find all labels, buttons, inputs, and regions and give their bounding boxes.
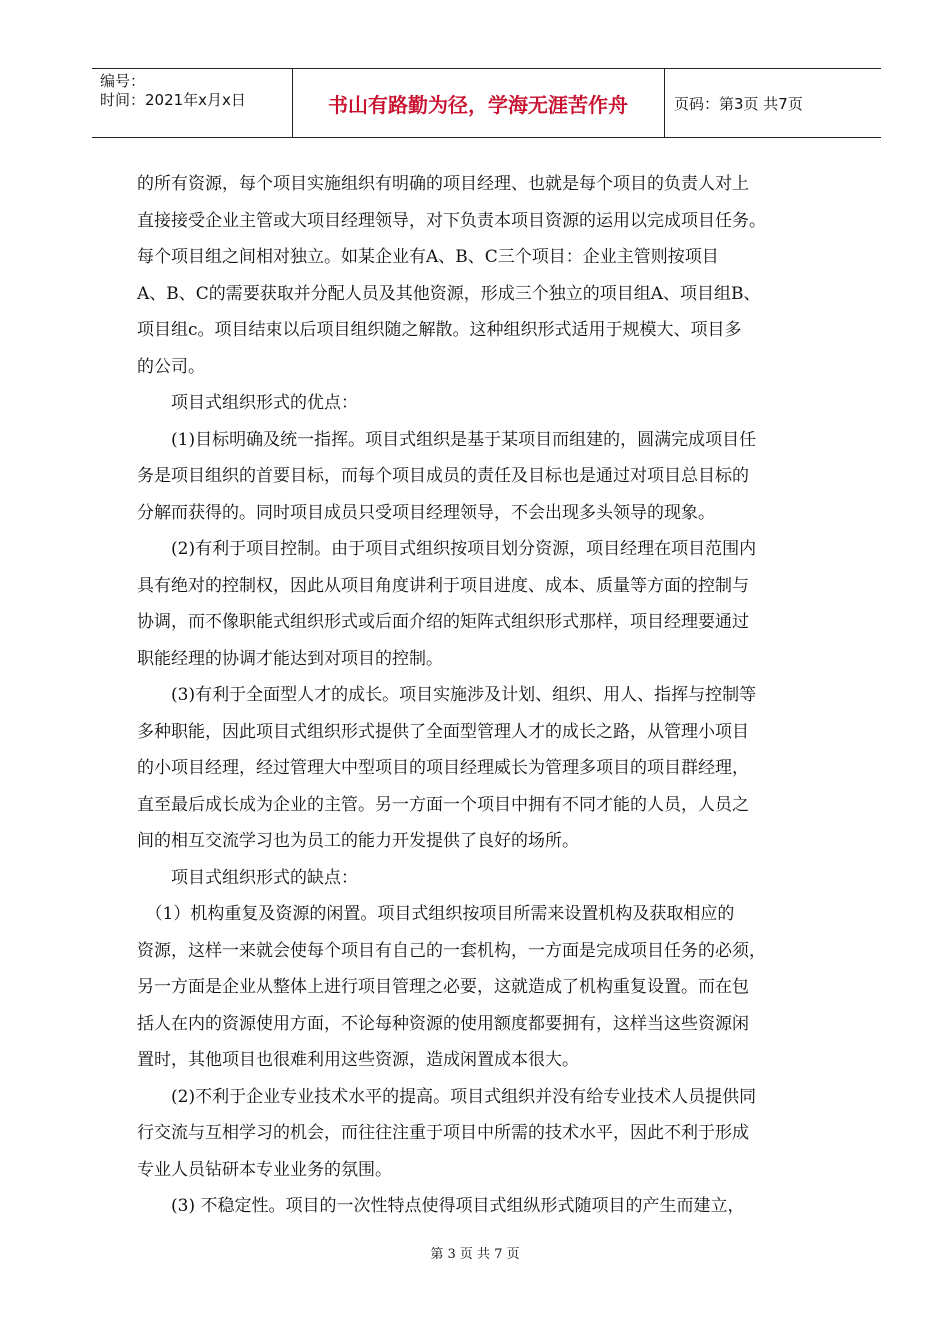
- text-line: 直接接受企业主管或大项目经理领导，对下负责本项目资源的运用以完成项目任务。: [137, 210, 766, 231]
- text-line: 职能经理的协调才能达到对项目的控制。: [137, 648, 443, 669]
- text-line: 置时，其他项目也很难利用这些资源，造成闲置成本很大。: [137, 1050, 579, 1070]
- text-line: (3) 不稳定性。项目的一次性特点使得项目式组纵形式随项目的产生而建立，: [137, 1196, 745, 1216]
- text-line: 协调，而不像职能式组织形式或后面介绍的矩阵式组织形式那样，项目经理要通过: [137, 612, 749, 632]
- text-line: (3)有利于全面型人才的成长。项目实施涉及计划、组织、用人、指挥与控制等: [137, 685, 757, 705]
- text-line: 的所有资源，每个项目实施组织有明确的项目经理、也就是每个项目的负责人对上: [137, 174, 749, 194]
- header-page-cell: [664, 69, 881, 137]
- text-line: (2)有利于项目控制。由于项目式组织按项目划分资源，项目经理在项目范围内: [137, 539, 757, 559]
- text-line: 的公司。: [137, 356, 205, 377]
- document-time-label: 时间：2021年x月x日: [100, 91, 246, 109]
- text-line: 项目式组织形式的缺点：: [137, 867, 358, 888]
- text-line: 务是项目组织的首要目标，而每个项目成员的责任及目标也是通过对项目总目标的: [137, 466, 749, 486]
- text-line: 项目式组织形式的优点：: [137, 393, 358, 413]
- text-line: 每个项目组之间相对独立。如某企业有A、B、C三个项目：企业主管则按项目: [137, 247, 719, 267]
- text-line: （1）机构重复及资源的闲置。项目式组织按项目所需来设置机构及获取相应的: [137, 904, 735, 924]
- text-line: (2)不利于企业专业技术水平的提高。项目式组织并没有给专业技术人员提供同: [137, 1086, 757, 1107]
- body-text: [137, 166, 837, 1225]
- text-line: A、B、C的需要获取并分配人员及其他资源，形成三个独立的项目组A、项目组B、: [137, 283, 761, 304]
- text-line: (1)目标明确及统一指挥。项目式组织是基于某项目而组建的，圆满完成项目任: [137, 429, 757, 450]
- header-page-info: 页码：第3页 共7页: [674, 95, 803, 113]
- text-line: 多种职能，因此项目式组织形式提供了全面型管理人才的成长之路，从管理小项目: [137, 721, 749, 742]
- text-line: 另一方面是企业从整体上进行项目管理之必要，这就造成了机构重复设置。而在包: [137, 977, 749, 997]
- page-header: [92, 68, 881, 138]
- header-meta-cell: [92, 69, 293, 137]
- text-line: 具有绝对的控制权，因此从项目角度讲利于项目进度、成本、质量等方面的控制与: [137, 575, 749, 596]
- header-motto-cell: [292, 69, 665, 137]
- text-line: 行交流与互相学习的机会，而往往注重于项目中所需的技术水平，因此不利于形成: [137, 1123, 749, 1143]
- text-line: 间的相互交流学习也为员工的能力开发提供了良好的场所。: [137, 831, 579, 851]
- text-line: 括人在内的资源使用方面，不论每种资源的使用额度都要拥有，这样当这些资源闲: [137, 1013, 749, 1034]
- text-line: 资源，这样一来就会使每个项目有自己的一套机构，一方面是完成项目任务的必须，: [137, 940, 766, 961]
- document-number-label: 编号：: [100, 72, 146, 90]
- text-line: 分解而获得的。同时项目成员只受项目经理领导，不会出现多头领导的现象。: [137, 502, 715, 523]
- text-line: 项目组c。项目结束以后项目组织随之解散。这种组织形式适用于规模大、项目多: [137, 320, 742, 340]
- text-line: 的小项目经理，经过管理大中型项目的项目经理威长为管理多项目的项目群经理，: [137, 758, 749, 778]
- text-line: 直至最后成长成为企业的主管。另一方面一个项目中拥有不同才能的人员，人员之: [137, 794, 749, 815]
- text-line: 专业人员钻研本专业业务的氛围。: [137, 1159, 392, 1180]
- page-footer: 第 3 页 共 7 页: [430, 1247, 520, 1262]
- header-motto: 书山有路勤为径，学海无涯苦作舟: [328, 93, 628, 117]
